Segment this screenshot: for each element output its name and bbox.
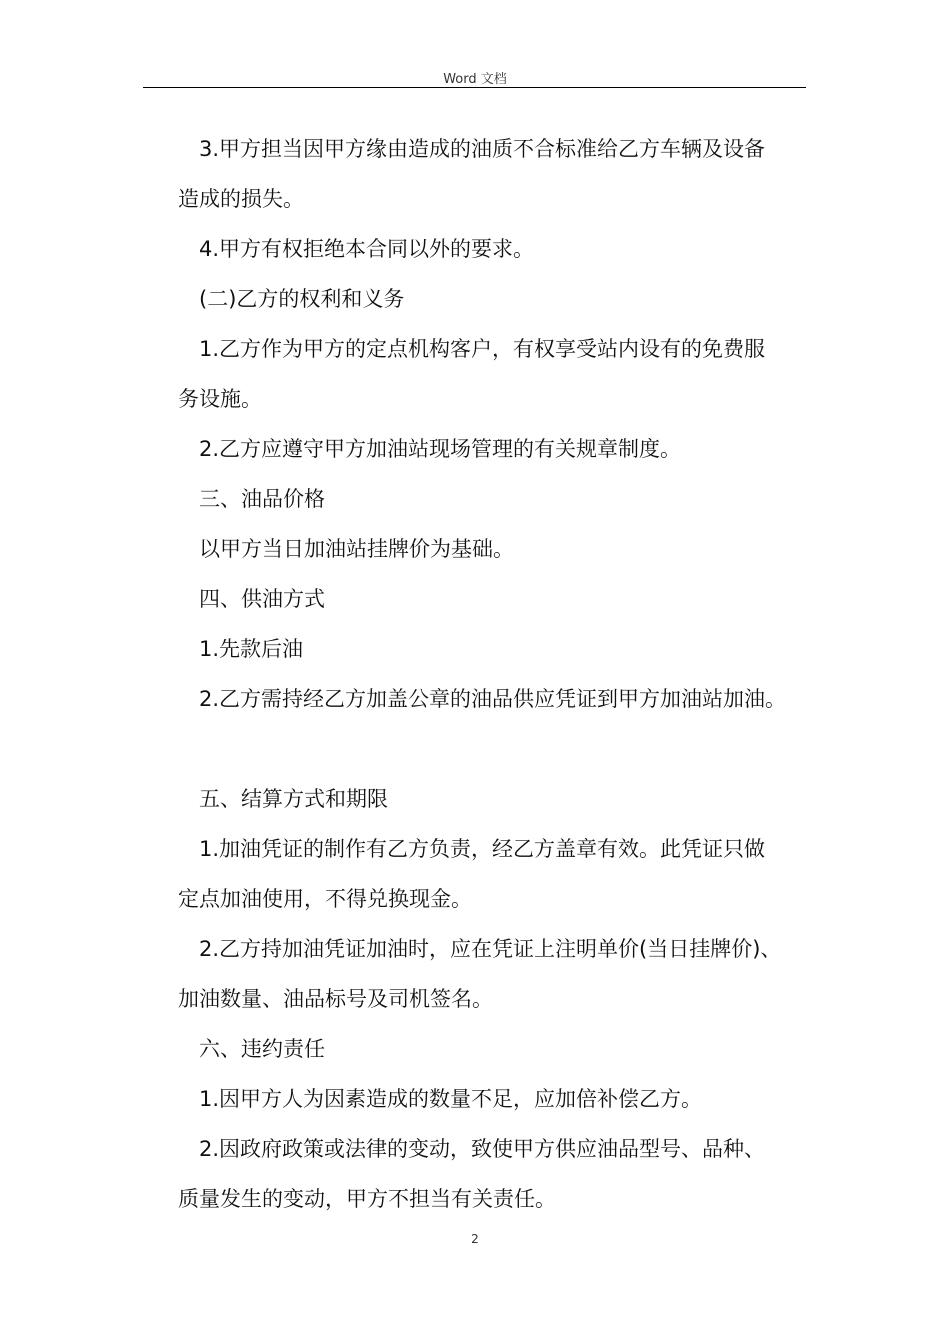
section-heading: 四、供油方式: [199, 587, 325, 611]
paragraph: 造成的损失。: [178, 187, 304, 211]
header-divider: [143, 87, 806, 88]
paragraph: 2.因政府政策或法律的变动，致使甲方供应油品型号、品种、: [199, 1137, 766, 1161]
paragraph: 1.因甲方人为因素造成的数量不足，应加倍补偿乙方。: [199, 1087, 703, 1111]
paragraph: 2.乙方应遵守甲方加油站现场管理的有关规章制度。: [199, 437, 682, 461]
paragraph: 2.乙方需持经乙方加盖公章的油品供应凭证到甲方加油站加油。: [199, 687, 787, 711]
paragraph: 务设施。: [178, 387, 262, 411]
paragraph: 1.先款后油: [199, 637, 304, 661]
section-heading: 六、违约责任: [199, 1037, 325, 1061]
blank-line: [178, 724, 808, 774]
paragraph: 4.甲方有权拒绝本合同以外的要求。: [199, 237, 535, 261]
paragraph: 2.乙方持加油凭证加油时，应在凭证上注明单价(当日挂牌价)、: [199, 937, 782, 961]
paragraph: 质量发生的变动，甲方不担当有关责任。: [178, 1187, 556, 1211]
paragraph: 3.甲方担当因甲方缘由造成的油质不合标准给乙方车辆及设备: [199, 137, 766, 161]
section-heading: 五、结算方式和期限: [199, 787, 388, 811]
document-body: [178, 124, 808, 1224]
paragraph: 定点加油使用，不得兑换现金。: [178, 887, 472, 911]
paragraph: 1.乙方作为甲方的定点机构客户，有权享受站内设有的免费服: [199, 337, 766, 361]
section-heading: (二)乙方的权利和义务: [199, 287, 405, 311]
paragraph: 以甲方当日加油站挂牌价为基础。: [199, 537, 514, 561]
section-heading: 三、油品价格: [199, 487, 325, 511]
paragraph: 1.加油凭证的制作有乙方负责，经乙方盖章有效。此凭证只做: [199, 837, 766, 861]
page-header: Word 文档: [443, 72, 507, 87]
paragraph: 加油数量、油品标号及司机签名。: [178, 987, 493, 1011]
page-number: 2: [471, 1232, 479, 1246]
